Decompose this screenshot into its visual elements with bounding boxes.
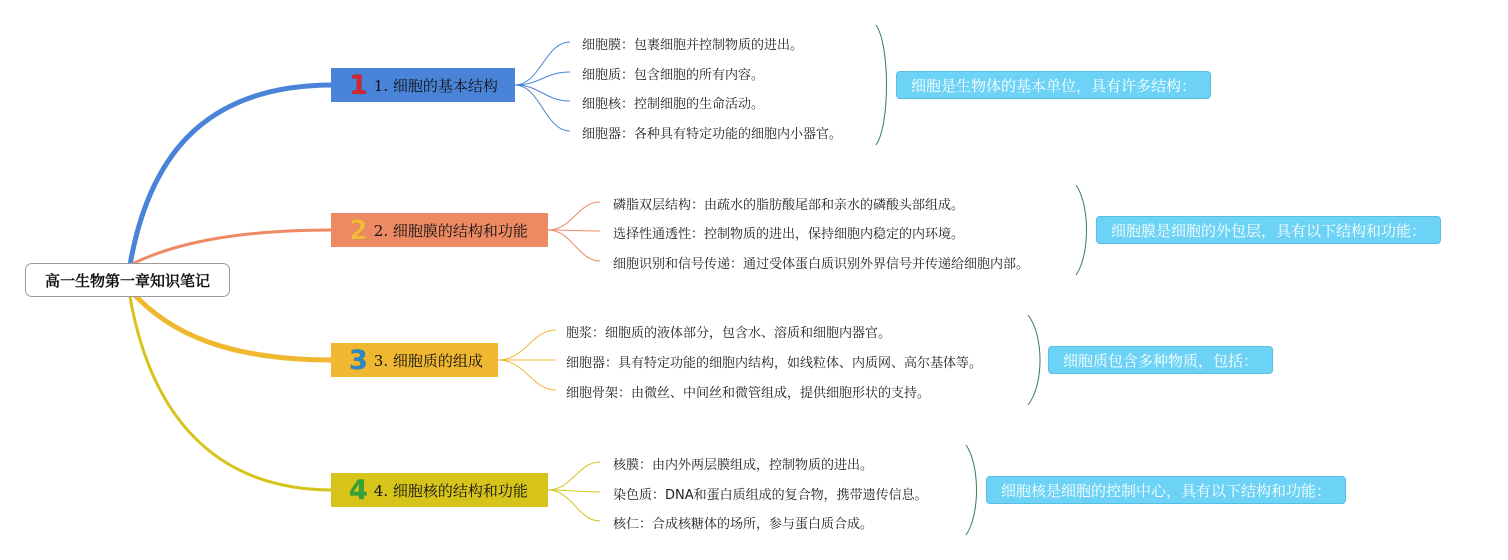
connector-b2-item-1 (548, 202, 600, 230)
leaf-item-2-2[interactable]: 选择性通透性：控制物质的进出，保持细胞内稳定的内环境。 (613, 227, 965, 242)
connector-b2-item-3 (548, 230, 600, 261)
branch-topic-4[interactable] (331, 473, 548, 507)
leaf-item-4-3[interactable]: 核仁：合成核糖体的场所，参与蛋白质合成。 (613, 517, 874, 532)
number-2-icon: 2 (349, 214, 368, 246)
branch-topic-1[interactable] (331, 68, 515, 102)
root-topic[interactable] (25, 263, 230, 297)
summary-bracket-2 (1076, 185, 1087, 275)
connector-root-branch-1 (130, 85, 333, 265)
connector-b1-item-4 (515, 85, 570, 131)
leaf-item-1-4[interactable]: 细胞器：各种具有特定功能的细胞内小器官。 (582, 127, 843, 142)
leaf-item-1-2[interactable]: 细胞质：包含细胞的所有内容。 (582, 68, 765, 83)
leaf-item-2-1[interactable]: 磷脂双层结构：由疏水的脂肪酸尾部和亲水的磷酸头部组成。 (613, 198, 965, 213)
number-3-icon: 3 (349, 344, 368, 376)
connector-root-branch-3 (130, 290, 333, 360)
summary-1[interactable]: 细胞是生物体的基本单位，具有许多结构： (896, 71, 1211, 99)
connector-root-branch-2 (130, 230, 333, 265)
leaf-item-1-3[interactable]: 细胞核：控制细胞的生命活动。 (582, 97, 765, 112)
connector-b4-item-3 (548, 490, 600, 521)
leaf-item-3-1[interactable]: 胞浆：细胞质的液体部分，包含水、溶质和细胞内器官。 (566, 326, 892, 341)
summary-4[interactable]: 细胞核是细胞的控制中心，具有以下结构和功能： (986, 476, 1346, 504)
connector-b4-item-1 (548, 462, 600, 490)
summary-3[interactable]: 细胞质包含多种物质，包括： (1048, 346, 1273, 374)
leaf-item-2-3[interactable]: 细胞识别和信号传递：通过受体蛋白质识别外界信号并传递给细胞内部。 (613, 257, 1030, 272)
connector-b3-item-1 (498, 330, 556, 360)
number-1-icon: 1 (349, 69, 368, 101)
branch-topic-1-label: 1. 细胞的基本结构 (373, 76, 498, 95)
branch-topic-2[interactable] (331, 213, 548, 247)
leaf-item-3-3[interactable]: 细胞骨架：由微丝、中间丝和微管组成，提供细胞形状的支持。 (566, 386, 931, 401)
leaf-item-1-1[interactable]: 细胞膜：包裹细胞并控制物质的进出。 (582, 38, 804, 53)
leaf-item-4-1[interactable]: 核膜：由内外两层膜组成，控制物质的进出。 (613, 458, 874, 473)
branch-topic-2-label: 2. 细胞膜的结构和功能 (373, 221, 528, 240)
number-4-icon: 4 (349, 474, 368, 506)
summary-bracket-4 (966, 445, 977, 535)
connector-b3-item-3 (498, 360, 556, 390)
summary-2[interactable]: 细胞膜是细胞的外包层，具有以下结构和功能： (1096, 216, 1441, 244)
leaf-item-4-2[interactable]: 染色质：DNA和蛋白质组成的复合物，携带遗传信息。 (613, 488, 928, 503)
connector-root-branch-4 (130, 297, 333, 490)
summary-bracket-1 (876, 25, 887, 145)
branch-topic-3[interactable] (331, 343, 498, 377)
branch-topic-4-label: 4. 细胞核的结构和功能 (373, 481, 528, 500)
root-topic-label: 高一生物第一章知识笔记 (44, 271, 210, 290)
leaf-item-3-2[interactable]: 细胞器：具有特定功能的细胞内结构，如线粒体、内质网、高尔基体等。 (566, 356, 983, 371)
branch-topic-3-label: 3. 细胞质的组成 (373, 351, 483, 370)
summary-bracket-3 (1028, 315, 1040, 405)
